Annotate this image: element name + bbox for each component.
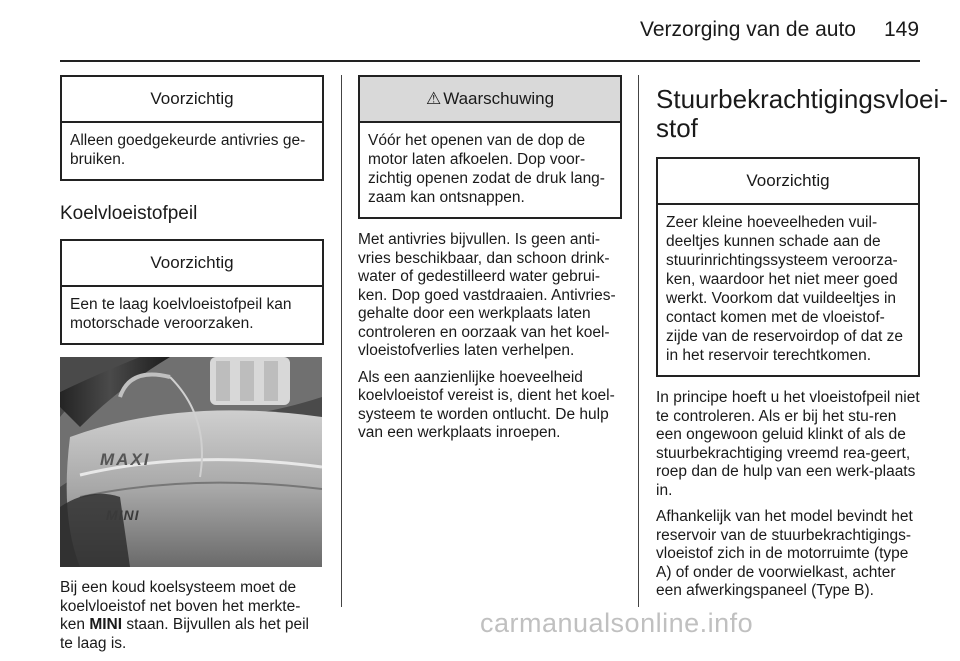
caution-label: Voorzichtig xyxy=(62,241,322,287)
caution-text: Zeer kleine hoeveelheden vuil-deeltjes kunnen schade aan de stuurinrichtingssysteem veroorza-ken, waardoor het niet meer goed werkt. Voorkom dat vuildeeltjes in contact komen met de vloeistof-zijde van de reservoirdop of dat ze in het reservoir terechtkomen. xyxy=(666,214,903,364)
page-number: 149 xyxy=(884,18,920,41)
header-rule xyxy=(60,60,920,62)
max-level-mark: MAXI xyxy=(100,450,151,469)
watermark: carmanualsonline.info xyxy=(480,608,754,638)
warning-text: Vóór het openen van de dop de motor laten afkoelen. Dop voor-zichtig openen zodat de druk lang-zaam kan ontsnappen. xyxy=(368,132,605,206)
column-3 xyxy=(656,75,948,609)
caution-text: Een te laag koelvloeistofpeil kan motorschade veroorzaken. xyxy=(70,296,292,332)
min-mark-reference: MINI xyxy=(89,616,123,633)
running-header-title: Verzorging van de auto xyxy=(640,18,856,41)
warning-triangle-icon: ⚠ xyxy=(425,89,442,108)
paragraph-text: staan. Bijvullen als het peil te laag is. xyxy=(60,616,309,652)
caution-box-power-steering xyxy=(656,157,920,377)
fluid-check-paragraph: In principe hoeft u het vloeistofpeil niet te controleren. Als er bij het stu-ren een ongewoon geluid klinkt of als de stuurbekrachtiging vreemd rea-geert, roep dan de hulp van een werk-plaats in. xyxy=(656,389,920,499)
coolant-reservoir-photo xyxy=(60,357,322,567)
caution-label: Voorzichtig xyxy=(62,77,322,123)
column-2 xyxy=(358,75,622,451)
caution-text: Alleen goedgekeurde antivries ge-bruiken. xyxy=(70,132,306,168)
min-level-mark: MINI xyxy=(106,507,140,523)
antifreeze-refill-paragraph: Met antivries bijvullen. Is geen anti-vries beschikbaar, dan schoon drink-water of gedestilleerd water gebrui-ken. Dop goed vastdraaien. Antivries-gehalte door een werkplaats laten controleren en oorzaak van het koel-vloeistofverlies laten verhelpen. xyxy=(358,231,616,359)
column-divider-2 xyxy=(638,75,639,607)
caution-box-antifreeze xyxy=(60,75,324,181)
warning-box xyxy=(358,75,622,219)
warning-header xyxy=(360,77,620,123)
reservoir-location-paragraph: Afhankelijk van het model bevindt het reservoir van de stuurbekrachtigings-vloeistof zich in de motorruimte (type A) of onder de voorwielkast, achter een afwerkingspaneel (Type B). xyxy=(656,508,913,599)
column-divider-1 xyxy=(341,75,342,607)
paragraph-text: Bij een koud koelsysteem moet de koelvloeistof net boven het merkte-ken xyxy=(60,579,301,633)
caution-box-coolant-level xyxy=(60,239,324,345)
bleed-system-paragraph: Als een aanzienlijke hoeveelheid koelvloeistof vereist is, dient het koel-systeem te worden ontlucht. De hulp van een werkplaats inroepen. xyxy=(358,368,615,441)
caution-label: Voorzichtig xyxy=(658,159,918,205)
section-title-power-steering-fluid: Stuurbekrachtigingsvloei-stof xyxy=(656,84,948,143)
warning-label: Waarschuwing xyxy=(443,89,555,108)
column-1 xyxy=(60,75,324,661)
section-title-coolant-level: Koelvloeistofpeil xyxy=(60,203,198,224)
